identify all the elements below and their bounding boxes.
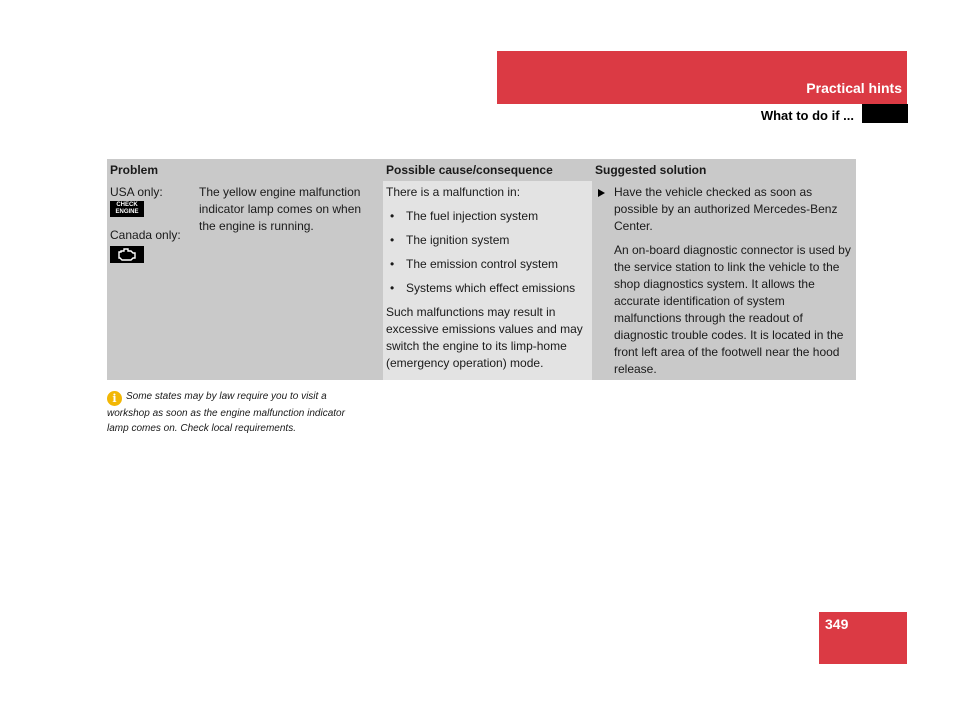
cause-cell [383, 181, 592, 380]
list-item: • The fuel injection system [386, 208, 589, 225]
solution-detail: An on-board diagnostic connector is used by the service station to link the vehicle to the shop diagnostics system. It allows the accurate identification of system malfunctions through the readout of diagnostic trouble codes. It is located in the front left area of the footwell near the hood release. [614, 243, 851, 376]
lamp-text-engine: ENGINE [115, 209, 139, 215]
list-item: • The emission control system [386, 256, 589, 273]
section-title: Practical hints [806, 80, 902, 96]
table-header-row [107, 159, 856, 181]
info-icon: i [107, 391, 122, 406]
problem-table [107, 159, 856, 380]
triangle-arrow-icon [598, 189, 605, 197]
section-tab-marker [862, 104, 908, 123]
list-item: • Systems which effect emissions [386, 280, 589, 297]
cause-list [386, 208, 589, 297]
check-engine-lamp-icon [110, 201, 144, 217]
header-solution: Suggested solution [592, 159, 856, 181]
header-bar [497, 51, 907, 104]
solution-cell [592, 181, 856, 380]
canada-label: Canada only: [110, 228, 181, 242]
info-note-text: Some states may by law require you to visit a workshop as soon as the engine malfunction indicator lamp comes on. Check local requirements. [107, 391, 345, 434]
list-item: • The ignition system [386, 232, 589, 249]
engine-icon [110, 246, 144, 263]
cause-note: Such malfunctions may result in excessive emissions values and may switch the engine to its limp-home (emergency operation) mode. [386, 305, 583, 370]
sub-title: What to do if ... [760, 108, 854, 123]
header-cause: Possible cause/consequence [383, 159, 592, 181]
problem-description: The yellow engine malfunction indicator lamp comes on when the engine is running. [199, 185, 362, 233]
lamp-text-check: CHECK [116, 202, 138, 208]
header-problem: Problem [107, 159, 383, 181]
table-row [107, 181, 856, 380]
usa-label: USA only: [110, 185, 163, 199]
cause-intro: There is a malfunction in: [386, 185, 521, 199]
info-note [107, 389, 357, 436]
solution-step: Have the vehicle checked as soon as possible by an authorized Mercedes-Benz Center. [614, 185, 838, 233]
page-number: 349 [825, 616, 849, 632]
problem-cell [107, 181, 383, 380]
